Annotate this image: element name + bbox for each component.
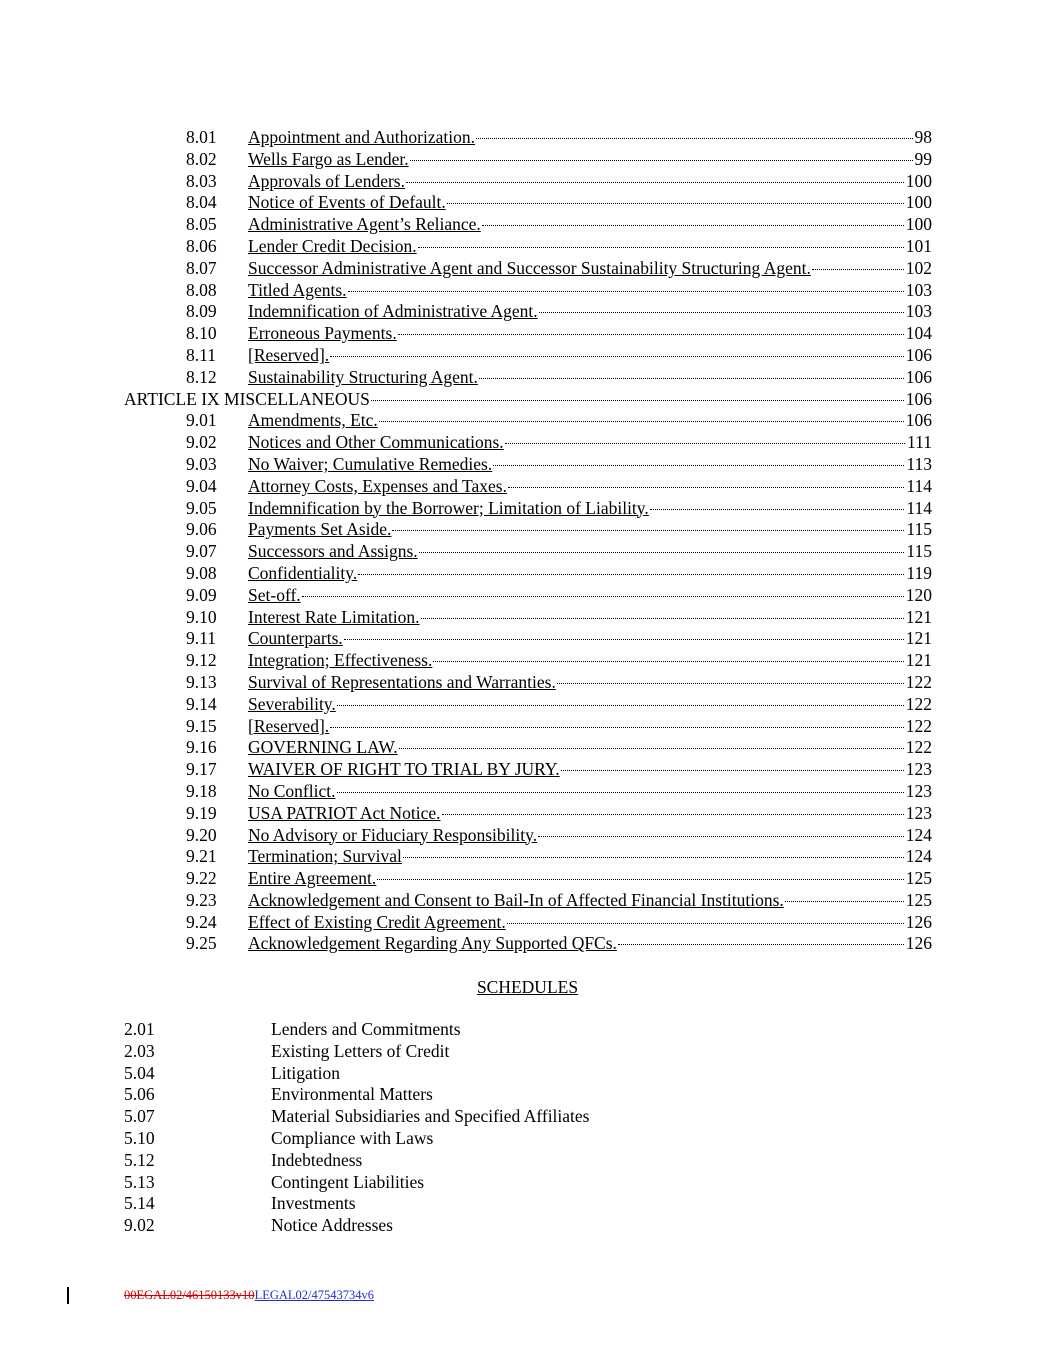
toc-section-number: 9.22 [186,868,217,889]
schedule-title: Contingent Liabilities [271,1171,425,1192]
old-document-id: 00EGAL02/46150133v10 [124,1288,255,1302]
new-document-id: LEGAL02/47543734v6 [254,1288,374,1302]
toc-dot-leader [447,203,904,204]
toc-dot-leader [538,836,904,837]
toc-dot-leader [561,770,904,771]
toc-entry[interactable] [124,628,932,650]
toc-section-title-link[interactable]: Notices and Other Communications. [248,432,504,453]
toc-dot-leader [302,596,904,597]
toc-section-number: 9.11 [186,628,216,649]
toc-dot-leader [406,182,904,183]
toc-section-title-link[interactable]: Effect of Existing Credit Agreement. [248,911,506,932]
toc-section-title-link[interactable]: Indemnification of Administrative Agent. [248,301,538,322]
schedules-list [124,1019,824,1237]
schedule-entry [124,1019,824,1041]
toc-entry[interactable] [124,367,932,389]
toc-section-number: 8.09 [186,301,217,322]
toc-page-number: 98 [914,127,932,147]
toc-page-number: 123 [905,780,932,801]
toc-entry[interactable] [124,933,932,955]
schedule-title: Existing Letters of Credit [271,1040,450,1061]
toc-section-number: 9.05 [186,497,217,518]
schedule-entry [124,1084,824,1106]
toc-dot-leader [539,312,904,313]
toc-page-number: 111 [907,432,932,453]
toc-entry[interactable] [124,650,932,672]
toc-page-number: 115 [906,519,932,540]
toc-section-title-link[interactable]: No Conflict. [248,780,336,801]
toc-section-number: 9.14 [186,693,217,714]
toc-dot-leader [507,923,904,924]
schedule-number: 5.12 [124,1149,155,1170]
toc-entry[interactable] [124,672,932,694]
toc-entry[interactable] [124,868,932,890]
toc-section-title-link[interactable]: Indemnification by the Borrower; Limitation of Liability. [248,497,649,518]
toc-section-title-link[interactable]: Set-off. [248,584,301,605]
toc-section-title-link[interactable]: Acknowledgement Regarding Any Supported QFCs. [248,933,617,954]
toc-section-title-link[interactable]: Integration; Effectiveness. [248,650,433,671]
table-of-contents [124,127,932,955]
schedule-entry [124,1041,824,1063]
toc-section-number: 9.17 [186,759,217,780]
toc-dot-leader [785,901,904,902]
toc-entry[interactable] [124,323,932,345]
schedule-title: Notice Addresses [271,1215,393,1236]
toc-dot-leader [330,356,904,357]
toc-dot-leader [377,879,903,880]
toc-dot-leader [337,792,904,793]
toc-section-title-link[interactable]: Successor Administrative Agent and Successor Sustainability Structuring Agent. [248,257,811,278]
toc-section-title-link[interactable]: Lender Credit Decision. [248,235,417,256]
toc-page-number: 113 [906,453,932,474]
toc-page-number: 114 [906,497,932,518]
toc-dot-leader [418,247,904,248]
schedule-number: 5.13 [124,1171,155,1192]
toc-section-number: 9.21 [186,846,217,867]
toc-section-title-link[interactable]: Severability. [248,693,336,714]
toc-page-number: 104 [905,323,932,344]
toc-dot-leader [812,269,904,270]
toc-section-number: 8.01 [186,127,217,147]
toc-section-number: 8.10 [186,323,217,344]
toc-page-number: 99 [914,148,932,169]
toc-section-number: 9.10 [186,606,217,627]
toc-dot-leader [650,509,905,510]
toc-page-number: 122 [905,671,932,692]
schedule-number: 5.10 [124,1127,155,1148]
toc-entry[interactable] [124,694,932,716]
toc-section-title-link[interactable]: No Waiver; Cumulative Remedies. [248,453,493,474]
toc-section-number: 9.19 [186,802,217,823]
toc-page-number: 125 [905,889,932,910]
toc-page-number: 119 [906,562,932,583]
toc-section-number: 9.12 [186,650,217,671]
toc-page-number: 100 [905,192,932,213]
toc-section-title-link[interactable]: [Reserved]. [248,344,330,365]
toc-dot-leader [618,944,904,945]
toc-entry[interactable] [124,498,932,520]
toc-page-number: 123 [905,759,932,780]
toc-entry[interactable] [124,301,932,323]
toc-dot-leader [410,160,913,161]
toc-entry[interactable] [124,280,932,302]
toc-entry[interactable] [124,258,932,280]
toc-section-number: 9.02 [186,432,217,453]
schedule-number: 5.07 [124,1106,155,1127]
toc-dot-leader [508,487,904,488]
toc-section-title-link[interactable]: USA PATRIOT Act Notice. [248,802,441,823]
schedule-title: Compliance with Laws [271,1127,434,1148]
toc-entry[interactable] [124,737,932,759]
toc-page-number: 121 [905,628,932,649]
toc-page-number: 103 [905,279,932,300]
toc-page-number: 115 [906,541,932,562]
toc-page-number: 100 [905,170,932,191]
schedule-entry [124,1193,824,1215]
toc-section-title-link[interactable]: Interest Rate Limitation. [248,606,420,627]
toc-section-number: 9.16 [186,737,217,758]
toc-page-number: 123 [905,802,932,823]
toc-entry[interactable] [124,410,932,432]
toc-section-title-link[interactable]: Counterparts. [248,628,343,649]
toc-entry[interactable] [124,890,932,912]
toc-entry[interactable] [124,171,932,193]
schedule-title: Indebtedness [271,1149,363,1170]
toc-page-number: 103 [905,301,932,322]
schedule-number: 5.14 [124,1193,155,1214]
toc-page-number: 101 [905,235,932,256]
toc-section-title-link[interactable]: Termination; Survival [248,846,402,867]
schedule-title: Material Subsidiaries and Specified Affiliates [271,1106,590,1127]
schedule-entry [124,1172,824,1194]
toc-dot-leader [476,138,913,139]
toc-section-number: 9.23 [186,889,217,910]
toc-entry[interactable] [124,825,932,847]
schedule-number: 9.02 [124,1215,155,1236]
toc-entry[interactable] [124,585,932,607]
toc-section-title-link[interactable]: Erroneous Payments. [248,323,397,344]
toc-page-number: 100 [905,214,932,235]
toc-dot-leader [493,465,904,466]
toc-section-number: 9.03 [186,453,217,474]
toc-dot-leader [421,618,904,619]
toc-section-number: 8.04 [186,192,217,213]
toc-section-title-link[interactable]: Successors and Assigns. [248,541,418,562]
toc-section-number: 8.02 [186,148,217,169]
document-id-footer [124,1288,374,1303]
toc-dot-leader [399,748,904,749]
toc-page-number: 114 [906,475,932,496]
toc-section-number: 9.09 [186,584,217,605]
schedule-entry [124,1128,824,1150]
schedule-number: 2.03 [124,1040,155,1061]
schedule-entry [124,1150,824,1172]
schedule-title: Litigation [271,1062,341,1083]
schedule-number: 5.04 [124,1062,155,1083]
toc-entry[interactable] [124,192,932,214]
toc-entry[interactable] [124,912,932,934]
schedules-heading: SCHEDULES [476,977,579,997]
toc-page-number: 120 [905,584,932,605]
toc-section-title-link[interactable]: Administrative Agent’s Reliance. [248,214,481,235]
toc-section-number: 9.07 [186,541,217,562]
toc-section-title-link[interactable]: Titled Agents. [248,279,347,300]
toc-section-number: 8.06 [186,235,217,256]
schedule-entry [124,1215,824,1237]
toc-dot-leader [479,378,904,379]
toc-dot-leader [337,705,904,706]
toc-section-title-link[interactable]: Notice of Events of Default. [248,192,446,213]
toc-dot-leader [348,291,904,292]
toc-entry[interactable] [124,563,932,585]
schedule-entry [124,1106,824,1128]
schedule-title: Investments [271,1193,356,1214]
toc-dot-leader [505,443,905,444]
toc-page-number: 106 [905,366,932,387]
toc-section-number: 8.03 [186,170,217,191]
toc-entry[interactable] [124,781,932,803]
toc-entry[interactable] [124,345,932,367]
toc-section-number: 9.04 [186,475,217,496]
toc-page-number: 122 [905,715,932,736]
schedule-title: Lenders and Commitments [271,1019,461,1039]
toc-entry[interactable] [124,476,932,498]
toc-section-title-link[interactable]: Acknowledgement and Consent to Bail-In of Affected Financial Institutions. [248,889,784,910]
toc-entry[interactable] [124,846,932,868]
toc-entry[interactable] [124,149,932,171]
toc-page-number: 126 [905,933,932,954]
toc-page-number: 126 [905,911,932,932]
toc-page-number: 122 [905,737,932,758]
toc-section-number: 9.20 [186,824,217,845]
toc-section-title-link[interactable]: Approvals of Lenders. [248,170,405,191]
toc-section-number: 8.08 [186,279,217,300]
toc-section-title-link[interactable]: Entire Agreement. [248,868,377,889]
toc-page-number: 124 [905,824,932,845]
toc-section-title-link[interactable]: No Advisory or Fiduciary Responsibility. [248,824,538,845]
toc-section-number: 9.24 [186,911,217,932]
toc-page-number: 121 [905,650,932,671]
toc-page-number: 125 [905,868,932,889]
toc-section-title-link[interactable]: WAIVER OF RIGHT TO TRIAL BY JURY. [248,759,560,780]
toc-dot-leader [330,727,904,728]
toc-section-number: 9.06 [186,519,217,540]
toc-dot-leader [344,639,904,640]
toc-section-number: 8.12 [186,366,217,387]
toc-page-number: 106 [905,344,932,365]
toc-section-number: 8.11 [186,344,216,365]
toc-section-number: 9.25 [186,933,217,954]
toc-section-title-link[interactable]: Amendments, Etc. [248,410,378,431]
toc-entry[interactable] [124,127,932,149]
toc-entry[interactable] [124,214,932,236]
schedule-title: Environmental Matters [271,1084,433,1105]
toc-entry[interactable] [124,236,932,258]
toc-entry[interactable] [124,432,932,454]
toc-dot-leader [419,552,905,553]
toc-section-number: 9.08 [186,562,217,583]
toc-section-title-link[interactable]: ARTICLE IX MISCELLANEOUS [124,388,370,409]
toc-section-number: 8.07 [186,257,217,278]
toc-entry[interactable] [124,607,932,629]
toc-entry[interactable] [124,803,932,825]
toc-article-heading[interactable] [124,389,932,411]
toc-entry[interactable] [124,759,932,781]
toc-section-title-link[interactable]: GOVERNING LAW. [248,737,398,758]
schedule-number: 2.01 [124,1019,155,1039]
toc-dot-leader [392,530,904,531]
toc-entry[interactable] [124,454,932,476]
toc-section-number: 9.18 [186,780,217,801]
toc-dot-leader [371,400,904,401]
toc-section-title-link[interactable]: [Reserved]. [248,715,330,736]
toc-section-number: 9.01 [186,410,217,431]
toc-section-title-link[interactable]: Attorney Costs, Expenses and Taxes. [248,475,507,496]
toc-dot-leader [379,421,904,422]
toc-page-number: 124 [905,846,932,867]
schedule-number: 5.06 [124,1084,155,1105]
toc-dot-leader [358,574,904,575]
toc-dot-leader [442,814,904,815]
schedule-entry [124,1063,824,1085]
toc-section-number: 9.15 [186,715,217,736]
toc-section-title-link[interactable]: Appointment and Authorization. [248,127,475,147]
toc-entry[interactable] [124,716,932,738]
toc-section-title-link[interactable]: Survival of Representations and Warranties. [248,671,556,692]
toc-section-number: 9.13 [186,671,217,692]
toc-dot-leader [482,225,904,226]
toc-page-number: 106 [905,410,932,431]
toc-page-number: 121 [905,606,932,627]
toc-dot-leader [403,857,904,858]
toc-page-number: 122 [905,693,932,714]
toc-section-title-link[interactable]: Wells Fargo as Lender. [248,148,409,169]
toc-dot-leader [557,683,904,684]
toc-section-title-link[interactable]: Payments Set Aside. [248,519,392,540]
toc-dot-leader [433,661,903,662]
toc-section-number: 8.05 [186,214,217,235]
toc-section-title-link[interactable]: Confidentiality. [248,562,358,583]
toc-dot-leader [398,334,904,335]
toc-page-number: 106 [905,388,932,409]
toc-page-number: 102 [905,257,932,278]
toc-entry[interactable] [124,541,932,563]
toc-section-title-link[interactable]: Sustainability Structuring Agent. [248,366,478,387]
change-bar [67,1287,69,1304]
toc-entry[interactable] [124,519,932,541]
